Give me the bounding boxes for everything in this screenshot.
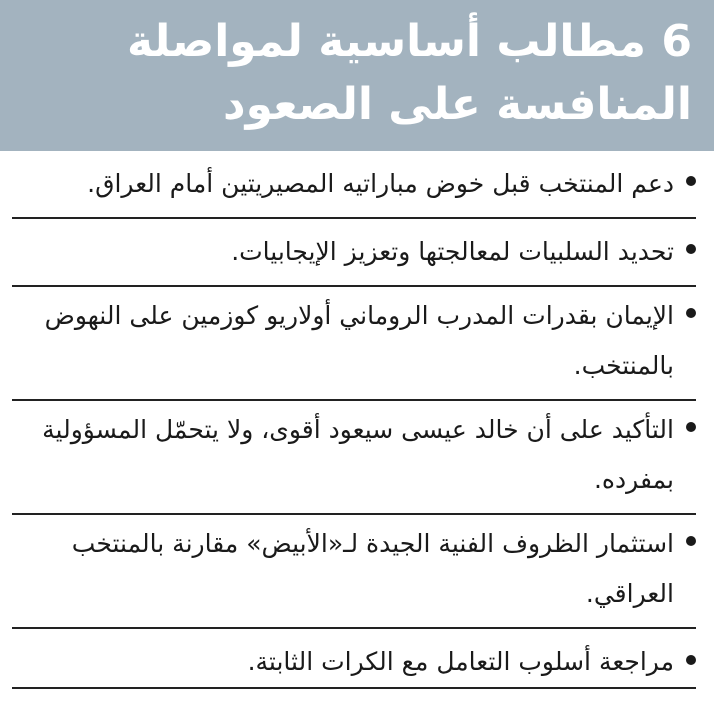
bullet-icon: [686, 422, 696, 432]
headline-line-2: المنافسة على الصعود: [223, 79, 692, 130]
list-item-text: استثمار الظروف الفنية الجيدة لـ«الأبيض» مقارنة بالمنتخب العراقي.: [71, 529, 674, 608]
list-item-text: تحديد السلبيات لمعالجتها وتعزيز الإيجابيات.: [231, 237, 674, 266]
list-item-text: التأكيد على أن خالد عيسى سيعود أقوى، ولا يتحمّل المسؤولية بمفرده.: [42, 415, 674, 494]
list-item: [12, 287, 696, 401]
bullet-icon: [686, 655, 696, 665]
list-item: [12, 515, 696, 629]
list-item-text: مراجعة أسلوب التعامل مع الكرات الثابتة.: [247, 647, 674, 676]
headline-banner: [0, 0, 714, 151]
demands-list: [0, 151, 714, 689]
bullet-icon: [686, 176, 696, 186]
list-item-text: دعم المنتخب قبل خوض مباراتيه المصيريتين أمام العراق.: [87, 169, 674, 198]
headline-line-1: 6 مطالب أساسية لمواصلة: [127, 16, 692, 67]
list-item: [12, 401, 696, 515]
list-item-text: الإيمان بقدرات المدرب الروماني أولاريو كوزمين على النهوض بالمنتخب.: [44, 301, 674, 380]
list-item: [12, 219, 696, 287]
list-item: [12, 629, 696, 689]
bullet-icon: [686, 308, 696, 318]
list-item: [12, 151, 696, 219]
bullet-icon: [686, 244, 696, 254]
bullet-icon: [686, 536, 696, 546]
